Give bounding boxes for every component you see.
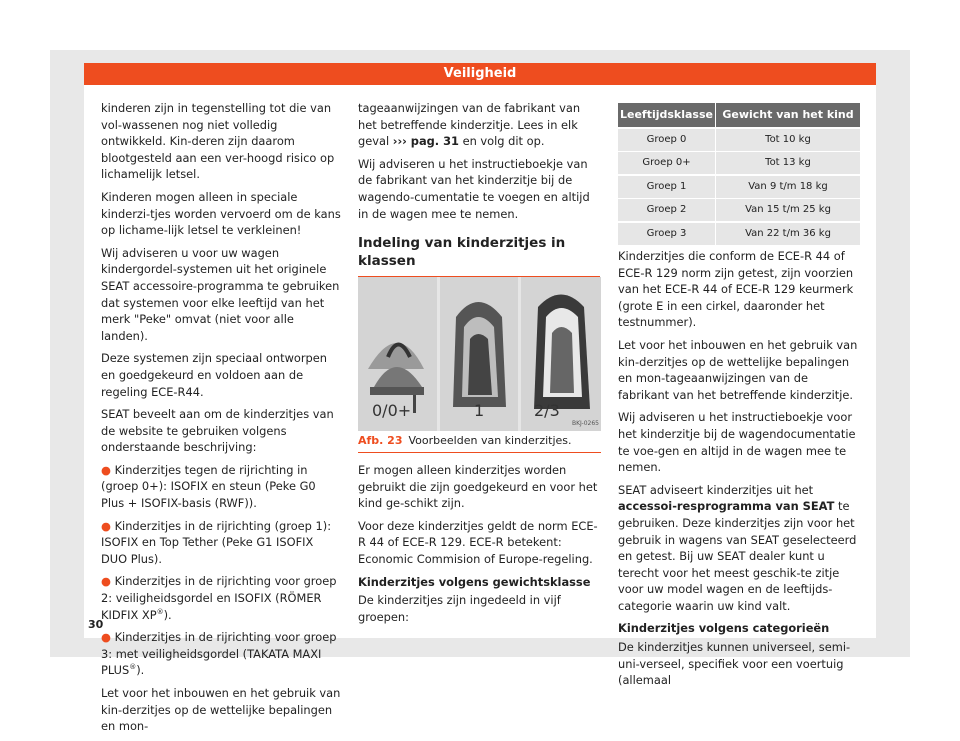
page-header: Veiligheid [84,63,876,85]
column-middle-lower [358,462,600,631]
column-left [101,100,341,741]
page-reference-link[interactable]: ››› pag. 31 [392,134,459,149]
registered-mark: ® [129,663,137,672]
table-header-row [618,103,860,127]
paragraph: Voor deze kinderzitjes geldt de norm ECE-R 44 of ECE-R 129. ECE-R betekent: Economic Commision of Europe-regeling. [358,518,598,566]
figure-caption: Afb. 23 Voorbeelden van kinderzitjes. [358,433,601,453]
bullet-icon: ● [101,630,115,645]
paragraph: tageaanwijzingen van de fabrikant van het betreffende kinderzitje. Lees in elk geval ››› pag. 31 en volg dit op. [358,101,581,149]
bullet-icon: ● [101,462,115,477]
page-number: 30 [88,618,104,631]
paragraph: SEAT adviseert kinderzitjes uit het accessoi-resprogramma van SEAT te gebruiken. Deze kinderzitjes zijn voor het gebruik in wagens van SEAT geselecteerd en getest. Bij uw SEAT dealer kunt u terecht voor het meest geschik-te zitje voor uw model wagen en de leeftijds-categorie waarin uw kind valt. [618,482,857,613]
paragraph: Er mogen alleen kinderzitjes worden gebruikt die zijn goedgekeurd en voor het kind ge-schikt zijn. [358,463,598,511]
paragraph: kinderen zijn in tegenstelling tot die van vol-wassenen nog niet volledig ontwikkeld. Kin-deren zijn daarom blootgesteld aan een ver-hoogd risico op lichamelijk letsel. [101,101,335,182]
table-row: Groep 2 Van 15 t/m 25 kg [618,199,860,221]
registered-mark: ® [156,607,164,616]
column-right [618,248,860,695]
figure-label: 0/0+ [372,401,412,420]
figure-label: 1 [474,401,485,420]
bullet-item: ● Kinderzitjes tegen de rijrichting in (groep 0+): ISOFIX en steun (Peke G0 Plus + ISOFIX-basis (RWF)). [101,462,316,511]
bullet-icon: ● [101,518,115,533]
paragraph: Kinderzitjes die conform de ECE-R 44 of ECE-R 129 norm zijn getest, zijn voorzien van het ECE-R 44 of ECE-R 129 keurmerk (grote E in een cirkel, daaronder het testnummer). [618,249,854,330]
table-row: Groep 1 Van 9 t/m 18 kg [618,176,860,198]
bullet-item: ● Kinderzitjes in de rijrichting voor groep 3: met veiligheidsgordel (TAKATA MAXI PLUS®). [101,630,337,678]
paragraph: De kinderzitjes zijn ingedeeld in vijf groepen: [358,593,561,624]
bullet-item: ● Kinderzitjes in de rijrichting (groep 1): ISOFIX en Top Tether (Peke G1 ISOFIX DUO Plus). [101,518,332,566]
paragraph: Deze systemen zijn speciaal ontworpen en goedgekeurd en voldoen aan de regeling ECE-R44. [101,351,327,399]
column-middle [358,100,600,287]
table-row: Groep 3 Van 22 t/m 36 kg [618,223,860,245]
column-header: Gewicht van het kind [716,103,860,127]
subheading: Kinderzitjes volgens gewichtsklasse [358,574,591,589]
paragraph: Let voor het inbouwen en het gebruik van kin-derzitjes op de wettelijke bepalingen en mon-tageaanwijzingen van de fabrikant van het betreffende kinderzitje. [618,337,858,402]
column-header: Leeftijdsklasse [618,103,715,127]
paragraph: Let voor het inbouwen en het gebruik van kin-derzitjes op de wettelijke bepalingen en mon- [101,686,341,734]
bullet-item: ● Kinderzitjes in de rijrichting voor groep 2: veiligheidsgordel en ISOFIX (RÖMER KIDFIX XP®). [101,574,337,622]
figure-code: BKJ-0265 [571,420,599,427]
child-seat-figure [358,277,601,431]
paragraph: Wij adviseren u voor uw wagen kindergordel-systemen uit het originele SEAT accessoire-programma te gebruiken dat systemen voor elke leeftijd van het merk "Peke" omvat (niet voor alle landen). [101,245,340,343]
table-row: Groep 0 Tot 10 kg [618,129,860,151]
weight-class-table [618,103,860,246]
paragraph: De kinderzitjes kunnen universeel, semi-uni-verseel, specifiek voor een voertuig (allemaal [618,640,851,688]
section-heading: Indeling van kinderzitjes in klassen [358,234,600,277]
figure-label: 2/3 [534,401,560,420]
paragraph: SEAT beveelt aan om de kinderzitjes van de website te gebruiken volgens onderstaande beschrijving: [101,407,334,455]
paragraph: Wij adviseren u het instructieboekje voor het kinderzitje bij de wagendocumentatie te voe-gen en altijd in de wagen mee te nemen. [618,410,856,475]
subheading: Kinderzitjes volgens categorieën [618,621,830,636]
table-row: Groep 0+ Tot 13 kg [618,152,860,174]
paragraph: Kinderen mogen alleen in speciale kinderzi-tjes worden vervoerd om de kans op lichame-lijk letsel te verkleinen! [101,189,341,238]
bullet-icon: ● [101,574,115,589]
paragraph: Wij adviseren u het instructieboekje van de fabrikant van het kinderzitje bij de wagendo-cumentatie te voegen en altijd in de wagen mee te nemen. [358,156,590,221]
